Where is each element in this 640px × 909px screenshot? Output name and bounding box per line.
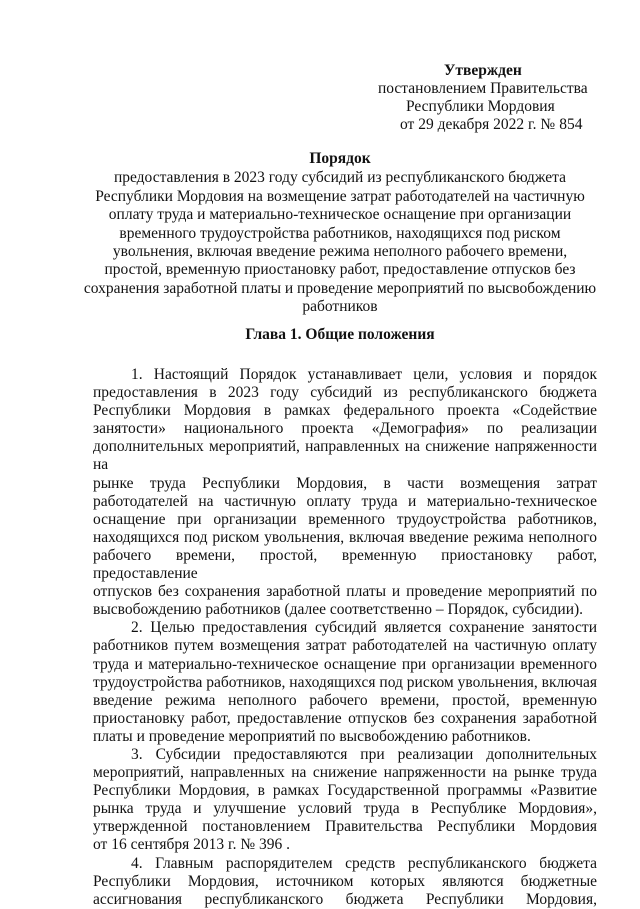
paragraph-line: введение режима неполного рабочего времени, простой, временную [93,691,597,709]
paragraph-line: Республики Мордовия, источником которых являются бюджетные [93,872,597,890]
paragraph-line: дополнительных мероприятий, направленных на снижение напряженности на [93,438,597,474]
paragraph-line: рынке труда Республики Мордовия, в части возмещения затрат [93,474,597,492]
paragraph-line: от 16 сентября 2013 г. № 396 . [93,836,291,854]
paragraph-line: оснащение при организации временного трудоустройства работников, [93,510,597,528]
paragraph-line: предоставления в 2023 году субсидий из республиканского бюджета [93,384,597,402]
approval-line-4 [400,116,610,134]
title-line: Республики Мордовия на возмещение затрат работодателей на частичную [95,187,585,205]
paragraph-line: 4. Главным распорядителем средств республиканского бюджета [131,854,597,872]
paragraph-line: ассигнования республиканского бюджета Республики Мордовия, [93,890,597,908]
paragraph-line: мероприятий, направленных на снижение напряженности на рынке труда [93,764,597,782]
approval-heading: Утвержден [444,62,522,79]
paragraph-line: работодателей на частичную оплату труда и материально-техническое [93,492,597,510]
paragraph-line: 2. Целью предоставления субсидий является сохранение занятости [131,619,597,637]
chapter-heading: Глава 1. Общие положения [245,326,435,343]
title-line: сохранения заработной платы и проведение мероприятий по высвобождению [83,279,597,297]
paragraph-line: 1. Настоящий Порядок устанавливает цели, условия и порядок [131,366,597,383]
title-line: предоставления в 2023 году субсидий из республиканского бюджета [113,169,567,187]
document-body [93,366,597,909]
document-title-block [60,150,620,317]
paragraph-line: работников путем возмещения затрат работодателей на частичную оплату [93,637,597,655]
document-title: Порядок [309,150,371,167]
approval-line-3: Республики Мордовия [406,98,555,115]
paragraph-line: находящихся под риском увольнения, включая введение режима неполного [93,528,597,546]
paragraph-line: рынка труда и улучшение условий труда в Республике Мордовия», [93,800,597,818]
title-line: увольнения, включая введение режима неполного рабочего времени, [112,243,568,261]
paragraph-3 [93,746,597,855]
paragraph-line: отпусков без сохранения заработной платы и проведение мероприятий по [93,583,597,601]
paragraph-line: высвобождению работников (далее соответственно – Порядок, субсидии). [93,601,584,619]
paragraph-4 [93,855,597,909]
paragraph-line: утвержденной постановлением Правительства Республики Мордовия [93,818,597,836]
paragraph-line: Республики Мордовия в рамках федерального проекта «Содействие [93,402,597,420]
paragraph-line: приостановку работ, предоставление отпусков без сохранения заработной [93,709,597,727]
paragraph-line: рабочего времени, простой, временную приостановку работ, предоставление [93,546,597,583]
approval-line-2: постановлением Правительства [378,80,588,97]
paragraph-line: платы и проведение мероприятий по высвобождению работников. [93,727,531,745]
paragraph-line: трудоустройства работников, находящихся под риском увольнения, включая [93,673,597,691]
paragraph-2 [93,619,597,746]
title-line: простой, временную приостановку работ, предоставление отпусков без [104,261,576,279]
approval-number: 854 [559,116,583,133]
title-line: временного трудоустройства работников, находящихся под риском [119,224,561,242]
paragraph-line: Республики Мордовия, в рамках Государственной программы «Развитие [93,782,597,800]
title-line: оплату труда и материально-техническое оснащение при организации [108,206,572,224]
paragraph-line: 3. Субсидии предоставляются при реализации дополнительных [131,745,597,763]
paragraph-line: труда и материально-техническое оснащение при организации временного [93,655,597,673]
approval-stamp [370,62,610,134]
paragraph-line: занятости» национального проекта «Демография» по реализации [93,420,597,438]
title-line: работников [302,298,378,316]
approval-date: от 29 декабря 2022 г. № [400,116,556,133]
paragraph-1 [93,366,597,619]
